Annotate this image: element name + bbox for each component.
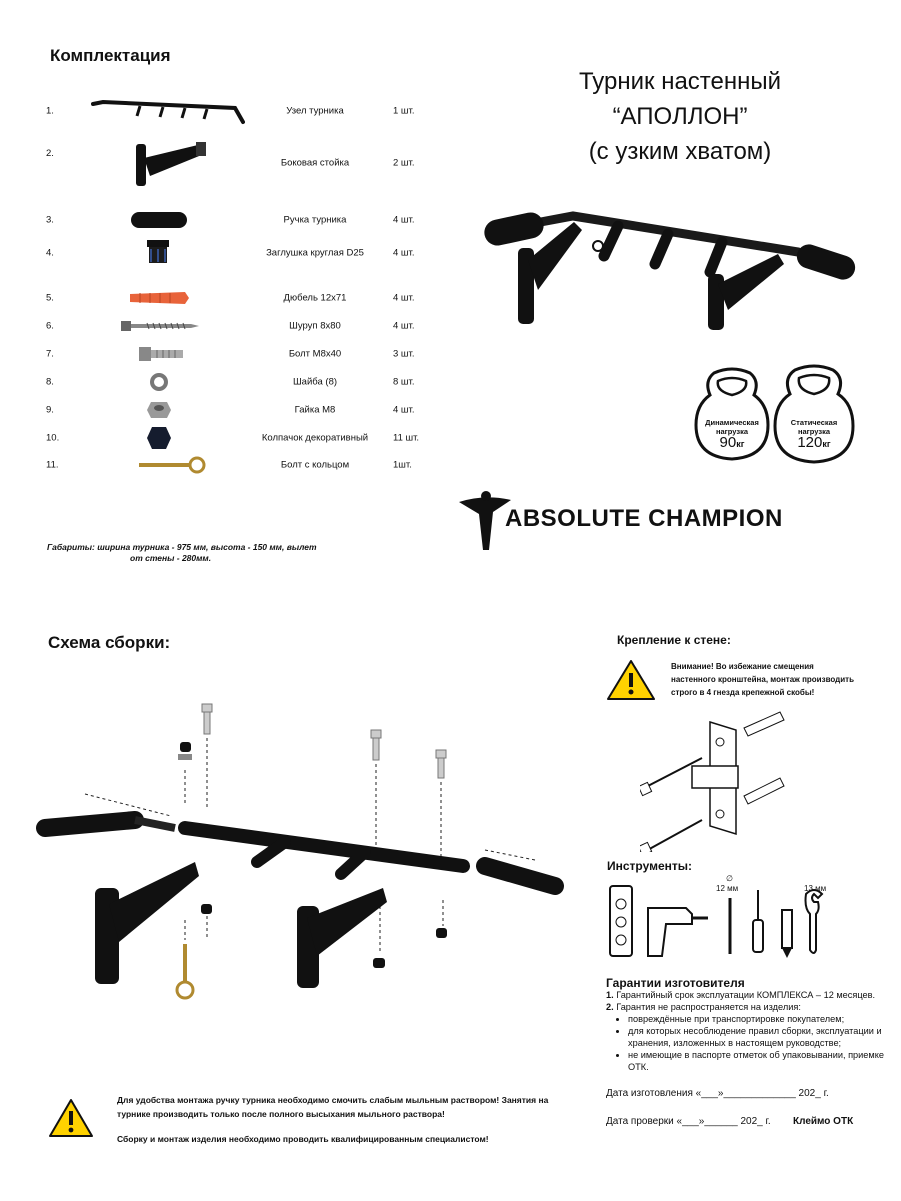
kit-item-number: 6. [46, 320, 54, 332]
assembly-heading: Схема сборки: [48, 633, 171, 652]
dynamic-load-label-1: Динамическая [705, 418, 759, 427]
kit-item-qty: 4 шт. [393, 247, 415, 259]
warranty-bullet: • не имеющие в паспорте отметок об упаковывании, приемке ОТК. [628, 1049, 886, 1073]
assembly-warning-line: Для удобства монтажа ручку турника необходимо смочить слабым мыльным раствором! Занятия на [117, 1095, 549, 1105]
kit-item-qty: 2 шт. [393, 157, 415, 169]
kit-item-name: Узел турника [286, 105, 344, 117]
kit-item-11 [0, 452, 440, 478]
wall-mount-warning-line: Внимание! Во избежание смещения [671, 662, 814, 671]
static-load-value [773, 434, 855, 452]
dimensions-note [47, 542, 317, 564]
product-title-line1: Турник настенный [578, 68, 782, 95]
kit-item-name: Болт с кольцом [280, 459, 350, 471]
dimensions-line: Габариты: ширина турника - 975 мм, высота - 150 мм, вылет [47, 542, 317, 552]
warranty-num: 1. [606, 990, 614, 1000]
bolt-icon [85, 341, 245, 367]
kit-item-qty: 4 шт. [393, 404, 415, 416]
kit-item-qty: 3 шт. [393, 348, 415, 360]
kit-item-5 [0, 285, 440, 311]
kit-item-qty: 1шт. [393, 459, 412, 471]
kit-item-number: 1. [46, 105, 54, 117]
wall-mount-warning-line: строго в 4 гнезда крепежной скобы! [671, 688, 815, 697]
wall-mount-heading: Крепление к стене: [617, 633, 731, 647]
wrench-size-label: 13 мм [804, 884, 827, 893]
kit-item-name: Ручка турника [283, 214, 347, 226]
warranty-num: 2. [606, 1002, 614, 1012]
drill-size-label: 12 мм [716, 884, 739, 893]
check-date: Дата проверки «___»______ 202_ г. [606, 1116, 771, 1127]
assembly-warning-icon [48, 1098, 94, 1138]
kit-item-qty: 11 шт. [393, 432, 420, 444]
kit-item-number: 7. [46, 348, 54, 360]
decorative-cap-icon [85, 425, 245, 451]
static-load-unit: кг [822, 439, 831, 449]
grip-handle-icon [85, 207, 245, 233]
kit-item-number: 5. [46, 292, 54, 304]
kit-item-8 [0, 369, 440, 395]
round-plug-icon [85, 238, 245, 268]
wall-mount-warning-line: настенного кронштейна, монтаж производить [671, 675, 854, 684]
wall-plug-icon [85, 285, 245, 311]
kit-item-qty: 4 шт. [393, 292, 415, 304]
assembly-warning-text [117, 1093, 548, 1146]
kit-item-qty: 8 шт. [393, 376, 415, 388]
warranty-text: Гарантийный срок эксплуатации КОМПЛЕКСА – 12 месяцев. [616, 990, 876, 1000]
bar-assembly-icon [85, 98, 245, 124]
pencil-icon [782, 910, 792, 958]
kit-item-name: Дюбель 12х71 [283, 292, 347, 304]
kit-item-7 [0, 341, 440, 367]
wall-mount-warning-text [671, 660, 854, 699]
side-stand-icon [130, 138, 220, 188]
kit-item-qty: 4 шт. [393, 320, 415, 332]
dynamic-load-label-2: нагрузка [715, 427, 749, 436]
assembly-warning-line: турнике производить только после полного высыхания мыльного раствора! [117, 1109, 445, 1119]
kit-item-number: 8. [46, 376, 54, 388]
screw-icon [85, 313, 245, 339]
kit-item-number: 3. [46, 214, 54, 226]
kit-item-number: 4. [46, 247, 54, 259]
assembly-warning-line: Сборку и монтаж изделия необходимо проводить квалифицированным специалистом! [117, 1134, 489, 1144]
kit-item-10 [0, 425, 440, 451]
kit-item-2 [0, 138, 440, 188]
kit-item-6 [0, 313, 440, 339]
diameter-symbol: ∅ [726, 874, 733, 883]
kit-item-qty: 4 шт. [393, 214, 415, 226]
kit-item-qty: 1 шт. [393, 105, 415, 117]
nut-icon [85, 397, 245, 423]
product-title-line3: (с узким хватом) [588, 138, 772, 165]
dynamic-load-value [694, 434, 770, 452]
static-load-number: 120 [797, 434, 823, 451]
kit-item-name: Шуруп 8х80 [289, 320, 341, 332]
kit-item-name: Боковая стойка [280, 157, 350, 169]
kit-item-name: Гайка М8 [294, 404, 336, 416]
kit-item-name: Шайба (8) [292, 376, 338, 388]
kit-item-name: Болт М8х40 [288, 348, 342, 360]
wall-mount-warning-icon [606, 659, 656, 701]
dimensions-line: от стены - 280мм. [130, 553, 212, 563]
otk-stamp: Клеймо ОТК [793, 1116, 854, 1127]
kit-item-name: Заглушка круглая D25 [266, 247, 364, 259]
warranty-bullet: • для которых несоблюдение правил сборки, эксплуатации и хранения, изложенных в настоящем руководстве; [628, 1025, 886, 1049]
screwdriver-icon [753, 890, 763, 952]
warranty-line-2 [606, 1001, 886, 1013]
dynamic-load-number: 90 [719, 434, 737, 451]
kit-item-number: 10. [46, 432, 60, 444]
kit-item-number: 11. [46, 459, 59, 471]
kit-item-number: 9. [46, 404, 54, 416]
product-title-line2: “АПОЛЛОН” [612, 103, 748, 130]
static-load-label-2: нагрузка [797, 427, 831, 436]
warranty-body [606, 989, 886, 1073]
dynamic-load-unit: кг [736, 439, 745, 449]
level-icon [610, 886, 632, 956]
kit-heading: Комплектация [50, 46, 171, 65]
kit-item-4 [0, 238, 440, 268]
warranty-line-1 [606, 989, 886, 1001]
warranty-bullet-list [606, 1013, 886, 1073]
kit-item-9 [0, 397, 440, 423]
warranty-heading: Гарантии изготовителя [606, 976, 745, 990]
tools-heading: Инструменты: [607, 859, 693, 873]
eye-bolt-icon [85, 452, 245, 478]
warranty-text: Гарантия не распространяется на изделия: [616, 1002, 801, 1012]
washer-icon [85, 369, 245, 395]
drill-icon [648, 908, 708, 956]
wrench-icon [806, 890, 823, 953]
manufacture-date: Дата изготовления «___»_____________ 202_ г. [606, 1088, 829, 1099]
kit-item-name: Колпачок декоративный [261, 432, 369, 444]
kit-item-3 [0, 207, 440, 233]
brand-name: ABSOLUTE CHAMPION [505, 505, 783, 532]
assembly-diagram [35, 690, 575, 1020]
kit-item-1 [0, 98, 440, 124]
static-load-label-1: Статическая [790, 418, 838, 427]
pullup-bar-illustration [478, 200, 868, 330]
wall-mount-diagram [640, 702, 800, 852]
kit-item-number: 2. [46, 148, 54, 159]
warranty-bullet: • повреждённые при транспортировке покупателем; [628, 1013, 886, 1025]
